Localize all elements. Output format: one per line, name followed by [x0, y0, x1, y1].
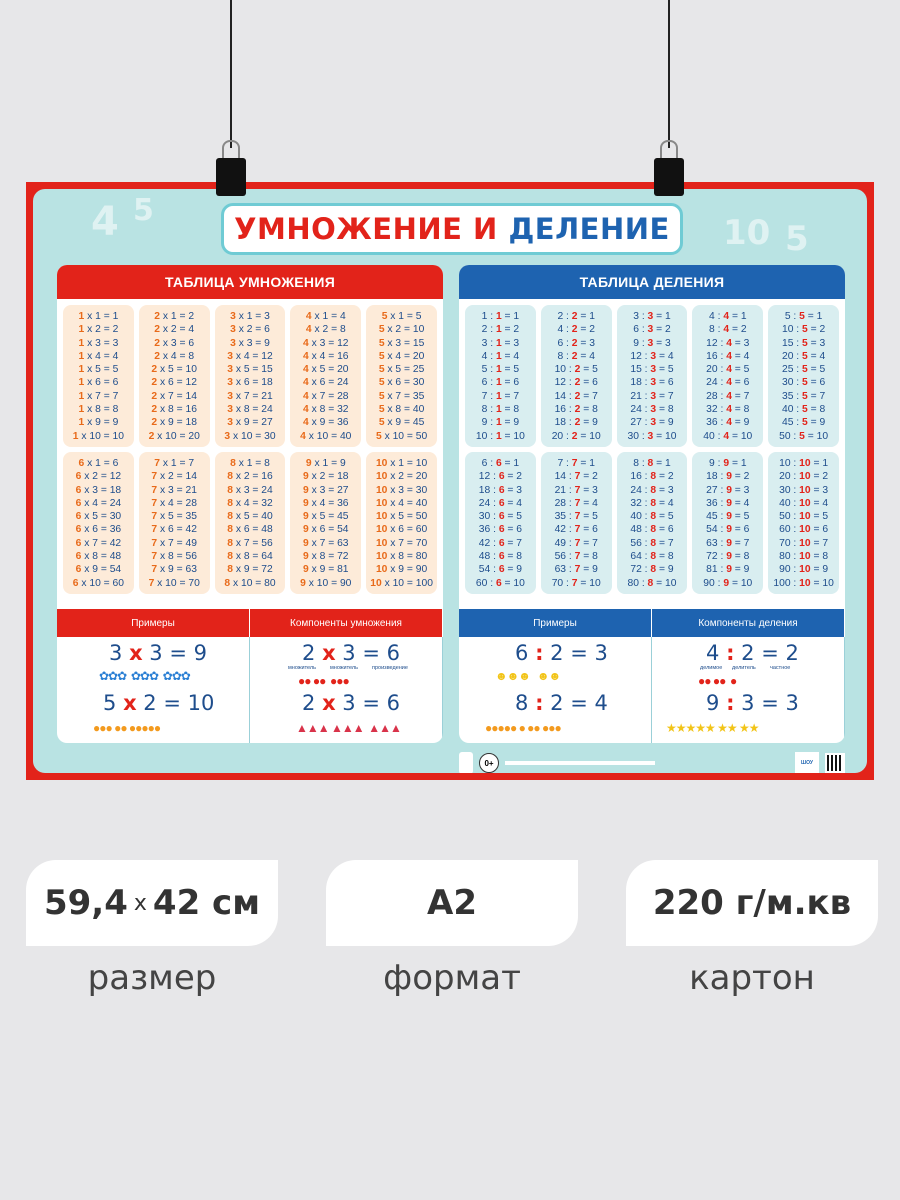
table-line: 6 x 3 = 18 — [75, 484, 122, 496]
table-line: 27 : 9 = 3 — [706, 484, 750, 496]
table-line: 3 x 4 = 12 — [227, 350, 273, 362]
spec-material: 220 г/м.кв — [626, 860, 878, 946]
table-line: 4 x 6 = 24 — [303, 377, 349, 389]
table-line: 9 : 3 = 3 — [633, 337, 671, 349]
table-line: 2 x 8 = 16 — [151, 404, 197, 416]
table-line: 18 : 3 = 6 — [630, 377, 674, 389]
table-line: 40 : 8 = 5 — [630, 511, 674, 523]
multiplication-table — [57, 299, 443, 594]
table-line: 2 x 6 = 12 — [151, 377, 197, 389]
table-line: 54 : 9 = 6 — [706, 524, 750, 536]
table-line: 81 : 9 = 9 — [706, 564, 750, 576]
table-line: 10 x 3 = 30 — [375, 484, 428, 496]
table-line: 7 : 7 = 1 — [557, 458, 595, 469]
div-examples-label: Примеры — [459, 609, 652, 637]
table-line: 3 : 3 = 1 — [633, 311, 671, 322]
mult-examples — [57, 637, 250, 743]
table-line: 40 : 5 = 8 — [781, 404, 826, 416]
mult-block-9 — [290, 452, 361, 594]
table-line: 35 : 5 = 7 — [781, 390, 826, 402]
yellow-smiley-icon: ☻☻☻ ☻☻ — [495, 669, 561, 683]
table-line: 6 x 1 = 6 — [78, 458, 119, 469]
table-line: 18 : 2 = 9 — [554, 417, 598, 429]
spec-size: 59,4 x 42 см — [26, 860, 278, 946]
table-line: 6 x 7 = 42 — [75, 537, 122, 549]
age-rating: 0+ — [479, 753, 499, 773]
table-line: 9 x 6 = 54 — [303, 524, 349, 536]
table-line: 1 x 4 = 4 — [78, 350, 119, 362]
table-line: 1 x 5 = 5 — [78, 364, 119, 376]
table-line: 8 x 5 = 40 — [227, 511, 273, 523]
table-line: 1 x 7 = 7 — [78, 390, 119, 402]
mult-block-3 — [215, 305, 286, 447]
div-block-6 — [465, 452, 536, 594]
table-line: 12 : 6 = 2 — [478, 471, 523, 483]
spec-format-label: формат — [383, 958, 521, 998]
table-line: 20 : 10 = 2 — [779, 471, 829, 483]
table-line: 20 : 5 = 4 — [781, 350, 826, 362]
table-line: 9 x 8 = 72 — [303, 551, 349, 563]
table-line: 10 x 5 = 50 — [375, 511, 428, 523]
table-line: 21 : 3 = 7 — [630, 390, 674, 402]
table-line: 6 x 8 = 48 — [75, 551, 122, 563]
table-line: 2 x 9 = 18 — [151, 417, 197, 429]
table-line: 40 : 10 = 4 — [779, 497, 829, 509]
deco-digit: 4 — [91, 199, 119, 245]
table-line: 10 x 9 = 90 — [375, 564, 428, 576]
table-line: 3 x 8 = 24 — [227, 404, 273, 416]
table-line: 49 : 7 = 7 — [554, 537, 598, 549]
label-divisor: делитель — [732, 665, 756, 671]
table-line: 20 : 2 = 10 — [551, 430, 601, 442]
mult-block-8 — [215, 452, 286, 594]
table-line: 2 : 2 = 1 — [557, 311, 595, 322]
table-line: 6 : 1 = 6 — [481, 377, 520, 389]
table-line: 1 x 10 = 10 — [72, 430, 125, 442]
table-line: 72 : 8 = 9 — [630, 564, 674, 576]
table-line: 60 : 10 = 6 — [779, 524, 829, 536]
table-line: 1 x 3 = 3 — [78, 337, 119, 349]
division-panel — [459, 265, 845, 743]
poster-footer — [459, 749, 845, 773]
spec-material-label: картон — [689, 958, 815, 998]
table-line: 80 : 10 = 8 — [779, 551, 829, 563]
table-line: 36 : 6 = 6 — [478, 524, 523, 536]
table-line: 48 : 8 = 6 — [630, 524, 674, 536]
table-line: 6 : 6 = 1 — [481, 458, 520, 469]
table-line: 7 x 7 = 49 — [151, 537, 197, 549]
table-line: 7 x 4 = 28 — [151, 497, 197, 509]
table-line: 2 x 10 = 20 — [148, 430, 200, 442]
table-line: 30 : 10 = 3 — [779, 484, 829, 496]
table-line: 9 x 1 = 9 — [305, 458, 346, 469]
table-line: 10 x 1 = 10 — [375, 458, 428, 469]
table-line: 1 x 1 = 1 — [78, 311, 119, 322]
mult-component-2: 2 x 3 = 6 — [302, 691, 400, 715]
table-line: 8 x 3 = 24 — [227, 484, 273, 496]
table-line: 60 : 6 = 10 — [475, 577, 525, 589]
table-line: 5 x 3 = 15 — [378, 337, 425, 349]
table-line: 8 x 10 = 80 — [224, 577, 276, 589]
table-line: 7 x 8 = 56 — [151, 551, 197, 563]
table-line: 7 x 1 = 7 — [154, 458, 195, 469]
table-line: 10 : 10 = 1 — [779, 458, 829, 469]
poster-title — [221, 203, 683, 255]
table-line: 10 : 1 = 10 — [475, 430, 525, 442]
table-line: 4 x 2 = 8 — [305, 324, 346, 336]
table-line: 56 : 7 = 8 — [554, 551, 598, 563]
table-line: 10 x 6 = 60 — [375, 524, 428, 536]
table-line: 35 : 7 = 5 — [554, 511, 598, 523]
red-apple-icon: ●● ●● ● — [698, 674, 737, 688]
fine-print — [505, 761, 655, 765]
label-product: произведение — [372, 665, 408, 671]
table-line: 5 x 1 = 5 — [381, 311, 422, 322]
qr-code-icon — [825, 753, 845, 773]
table-line: 15 : 3 = 5 — [630, 364, 674, 376]
hanging-string-left — [230, 0, 232, 148]
mult-block-2 — [139, 305, 210, 447]
table-line: 54 : 6 = 9 — [478, 564, 523, 576]
table-line: 3 x 10 = 30 — [224, 430, 276, 442]
table-line: 32 : 8 = 4 — [630, 497, 674, 509]
table-line: 48 : 6 = 8 — [478, 551, 523, 563]
table-line: 10 : 2 = 5 — [554, 364, 598, 376]
table-line: 1 x 8 = 8 — [78, 404, 119, 416]
div-example-1: 6 : 2 = 3 — [515, 641, 608, 665]
mult-block-5 — [366, 305, 437, 447]
table-line: 10 x 4 = 40 — [375, 497, 428, 509]
table-line: 14 : 7 = 2 — [554, 471, 598, 483]
table-line: 90 : 10 = 9 — [779, 564, 829, 576]
table-line: 63 : 7 = 9 — [554, 564, 598, 576]
table-line: 56 : 8 = 7 — [630, 537, 674, 549]
table-line: 9 x 10 = 90 — [300, 577, 352, 589]
table-line: 7 x 2 = 14 — [151, 471, 197, 483]
table-line: 7 : 1 = 7 — [481, 390, 520, 402]
table-line: 1 x 9 = 9 — [78, 417, 119, 429]
table-line: 3 x 9 = 27 — [227, 417, 273, 429]
div-block-8 — [617, 452, 688, 594]
table-line: 15 : 5 = 3 — [781, 337, 826, 349]
binder-clip-right — [654, 140, 684, 196]
table-line: 50 : 10 = 5 — [779, 511, 829, 523]
yellow-star-icon: ★★★★★ ★★ ★★ — [666, 721, 759, 735]
table-line: 4 x 3 = 12 — [303, 337, 349, 349]
table-line: 21 : 7 = 3 — [554, 484, 598, 496]
table-line: 8 x 4 = 32 — [227, 497, 273, 509]
table-line: 5 x 2 = 10 — [378, 324, 425, 336]
table-line: 4 x 9 = 36 — [303, 417, 349, 429]
table-line: 6 x 4 = 24 — [75, 497, 122, 509]
table-line: 5 x 4 = 20 — [378, 350, 425, 362]
table-line: 28 : 7 = 4 — [554, 497, 598, 509]
table-line: 42 : 7 = 6 — [554, 524, 598, 536]
table-line: 16 : 2 = 8 — [554, 404, 598, 416]
table-line: 7 x 6 = 42 — [151, 524, 197, 536]
table-line: 8 x 6 = 48 — [227, 524, 273, 536]
div-components-label: Компоненты деления — [652, 609, 845, 637]
table-line: 24 : 3 = 8 — [630, 404, 674, 416]
table-line: 18 : 9 = 2 — [706, 471, 750, 483]
table-line: 8 x 7 = 56 — [227, 537, 273, 549]
red-apple-icon: ●● ●● ●●● — [298, 674, 349, 688]
table-line: 2 x 4 = 8 — [154, 350, 195, 362]
div-block-5 — [768, 305, 839, 447]
label-quotient: частное — [770, 665, 791, 671]
label-multiplier-2: множитель — [330, 665, 358, 671]
table-line: 90 : 9 = 10 — [703, 577, 753, 589]
deco-digit: 5 — [133, 193, 154, 228]
label-dividend: делимое — [700, 665, 723, 671]
table-line: 1 : 1 = 1 — [481, 311, 520, 322]
table-line: 8 x 9 = 72 — [227, 564, 273, 576]
poster-title-part2: ДЕЛЕНИЕ — [508, 212, 670, 246]
spec-size-label: размер — [87, 958, 217, 998]
table-line: 25 : 5 = 5 — [781, 364, 826, 376]
table-line: 63 : 9 = 7 — [706, 537, 750, 549]
table-line: 70 : 10 = 7 — [779, 537, 829, 549]
div-examples — [459, 637, 652, 743]
table-line: 5 : 5 = 1 — [784, 311, 823, 322]
table-line: 6 x 5 = 30 — [75, 511, 122, 523]
div-block-4 — [692, 305, 763, 447]
table-line: 1 x 6 = 6 — [78, 377, 119, 389]
table-line: 12 : 4 = 3 — [706, 337, 750, 349]
table-line: 3 : 1 = 3 — [481, 337, 520, 349]
table-line: 5 x 8 = 40 — [378, 404, 425, 416]
table-line: 45 : 5 = 9 — [781, 417, 826, 429]
deco-digit: 10 — [723, 213, 771, 253]
table-line: 9 x 7 = 63 — [303, 537, 349, 549]
table-line: 9 x 9 = 81 — [303, 564, 349, 576]
table-line: 4 x 5 = 20 — [303, 364, 349, 376]
table-line: 5 x 10 = 50 — [375, 430, 428, 442]
table-line: 3 x 6 = 18 — [227, 377, 273, 389]
table-line: 10 : 5 = 2 — [781, 324, 826, 336]
binder-clip-left — [216, 140, 246, 196]
label-multiplier-1: множитель — [288, 665, 316, 671]
mult-block-1 — [63, 305, 134, 447]
mult-block-6 — [63, 452, 134, 594]
multiplication-panel — [57, 265, 443, 743]
table-line: 10 x 10 = 100 — [370, 577, 433, 589]
table-line: 30 : 5 = 6 — [781, 377, 826, 389]
table-line: 4 x 4 = 16 — [303, 350, 349, 362]
table-line: 5 x 6 = 30 — [378, 377, 425, 389]
table-line: 4 x 1 = 4 — [305, 311, 346, 322]
table-line: 9 x 2 = 18 — [303, 471, 349, 483]
table-line: 24 : 8 = 3 — [630, 484, 674, 496]
table-line: 64 : 8 = 8 — [630, 551, 674, 563]
mult-components — [250, 637, 443, 743]
table-line: 20 : 4 = 5 — [706, 364, 750, 376]
table-line: 3 x 3 = 9 — [230, 337, 270, 349]
table-line: 6 x 10 = 60 — [72, 577, 125, 589]
blue-flower-icon: ✿✿✿ ✿✿✿ ✿✿✿ — [99, 669, 190, 683]
table-line: 6 : 3 = 2 — [633, 324, 671, 336]
table-line: 10 x 8 = 80 — [375, 551, 428, 563]
table-line: 9 : 1 = 9 — [481, 417, 520, 429]
table-line: 3 x 7 = 21 — [227, 390, 273, 402]
table-line: 2 x 1 = 2 — [154, 311, 195, 322]
table-line: 4 : 2 = 2 — [557, 324, 595, 336]
div-components — [652, 637, 845, 743]
table-line: 2 x 3 = 6 — [154, 337, 195, 349]
table-line: 36 : 4 = 9 — [706, 417, 750, 429]
table-line: 80 : 8 = 10 — [627, 577, 677, 589]
division-header: ТАБЛИЦА ДЕЛЕНИЯ — [459, 265, 845, 299]
hanging-string-right — [668, 0, 670, 148]
table-line: 14 : 2 = 7 — [554, 390, 598, 402]
orange-circle-icon: ●●● ●● ●●●●● — [93, 721, 161, 735]
table-line: 50 : 5 = 10 — [779, 430, 829, 442]
mult-example-2: 5 x 2 = 10 — [103, 691, 215, 715]
table-line: 100 : 10 = 10 — [773, 577, 834, 589]
table-line: 6 x 9 = 54 — [75, 564, 122, 576]
table-line: 8 : 2 = 4 — [557, 350, 595, 362]
deco-digit: 5 — [785, 219, 809, 259]
watermelon-slice-icon: ▲▲▲ ▲▲▲ ▲▲▲ — [296, 721, 401, 735]
div-block-1 — [465, 305, 536, 447]
table-line: 5 x 9 = 45 — [378, 417, 425, 429]
div-block-3 — [617, 305, 688, 447]
table-line: 27 : 3 = 9 — [630, 417, 674, 429]
poster-title-part1: УМНОЖЕНИЕ И — [234, 212, 498, 246]
table-line: 36 : 9 = 4 — [706, 497, 750, 509]
table-line: 4 x 8 = 32 — [303, 404, 349, 416]
table-line: 70 : 7 = 10 — [551, 577, 601, 589]
table-line: 8 : 4 = 2 — [709, 324, 747, 336]
table-line: 7 x 10 = 70 — [148, 577, 200, 589]
table-line: 5 x 7 = 35 — [378, 390, 425, 402]
table-line: 42 : 6 = 7 — [478, 537, 523, 549]
table-line: 45 : 9 = 5 — [706, 511, 750, 523]
table-line: 8 x 8 = 64 — [227, 551, 273, 563]
table-line: 9 x 4 = 36 — [303, 497, 349, 509]
table-line: 5 x 5 = 25 — [378, 364, 425, 376]
barcode-strip — [459, 752, 473, 773]
table-line: 7 x 5 = 35 — [151, 511, 197, 523]
table-line: 3 x 2 = 6 — [230, 324, 270, 336]
mult-component-1: 2 x 3 = 6 — [302, 641, 400, 665]
brand-logo: ШОУ — [795, 752, 819, 773]
mult-block-7 — [139, 452, 210, 594]
table-line: 4 : 4 = 1 — [709, 311, 747, 322]
mult-components-label: Компоненты умножения — [250, 609, 443, 637]
table-line: 9 : 9 = 1 — [709, 458, 747, 469]
table-line: 3 x 1 = 3 — [230, 311, 270, 322]
table-line: 10 x 2 = 20 — [375, 471, 428, 483]
div-block-7 — [541, 452, 612, 594]
table-line: 4 x 10 = 40 — [300, 430, 352, 442]
table-line: 6 x 2 = 12 — [75, 471, 122, 483]
division-table — [459, 299, 845, 594]
spec-format: A2 — [326, 860, 578, 946]
table-line: 12 : 2 = 6 — [554, 377, 598, 389]
div-component-1: 4 : 2 = 2 — [706, 641, 799, 665]
table-line: 40 : 4 = 10 — [703, 430, 753, 442]
table-line: 16 : 4 = 4 — [706, 350, 750, 362]
table-line: 8 x 2 = 16 — [227, 471, 273, 483]
table-line: 24 : 4 = 6 — [706, 377, 750, 389]
table-line: 72 : 9 = 8 — [706, 551, 750, 563]
table-line: 5 : 1 = 5 — [481, 364, 520, 376]
div-component-2: 9 : 3 = 3 — [706, 691, 799, 715]
table-line: 9 x 5 = 45 — [303, 511, 349, 523]
mult-block-4 — [290, 305, 361, 447]
poster — [26, 182, 874, 780]
div-example-2: 8 : 2 = 4 — [515, 691, 608, 715]
table-line: 2 : 1 = 2 — [481, 324, 520, 336]
table-line: 4 x 7 = 28 — [303, 390, 349, 402]
table-line: 16 : 8 = 2 — [630, 471, 674, 483]
table-line: 8 : 8 = 1 — [633, 458, 671, 469]
table-line: 1 x 2 = 2 — [78, 324, 119, 336]
table-line: 8 x 1 = 8 — [230, 458, 270, 469]
table-line: 30 : 6 = 5 — [478, 511, 523, 523]
table-line: 6 : 2 = 3 — [557, 337, 595, 349]
table-line: 12 : 3 = 4 — [630, 350, 674, 362]
table-line: 7 x 9 = 63 — [151, 564, 197, 576]
table-line: 2 x 7 = 14 — [151, 390, 197, 402]
table-line: 32 : 4 = 8 — [706, 404, 750, 416]
div-block-2 — [541, 305, 612, 447]
mult-examples-label: Примеры — [57, 609, 250, 637]
table-line: 28 : 4 = 7 — [706, 390, 750, 402]
multiplication-header: ТАБЛИЦА УМНОЖЕНИЯ — [57, 265, 443, 299]
table-line: 2 x 5 = 10 — [151, 364, 197, 376]
table-line: 24 : 6 = 4 — [478, 497, 523, 509]
table-line: 30 : 3 = 10 — [627, 430, 677, 442]
div-block-9 — [692, 452, 763, 594]
table-line: 10 x 7 = 70 — [375, 537, 428, 549]
table-line: 6 x 6 = 36 — [75, 524, 122, 536]
table-line: 3 x 5 = 15 — [227, 364, 273, 376]
table-line: 7 x 3 = 21 — [151, 484, 197, 496]
table-line: 2 x 2 = 4 — [154, 324, 195, 336]
table-line: 4 : 1 = 4 — [481, 350, 520, 362]
mult-block-10 — [366, 452, 437, 594]
table-line: 9 x 3 = 27 — [303, 484, 349, 496]
table-line: 8 : 1 = 8 — [481, 404, 520, 416]
orange-circle-icon: ●●●●● ● ●● ●●● — [485, 721, 561, 735]
mult-example-1: 3 x 3 = 9 — [109, 641, 207, 665]
div-block-10 — [768, 452, 839, 594]
table-line: 18 : 6 = 3 — [478, 484, 523, 496]
